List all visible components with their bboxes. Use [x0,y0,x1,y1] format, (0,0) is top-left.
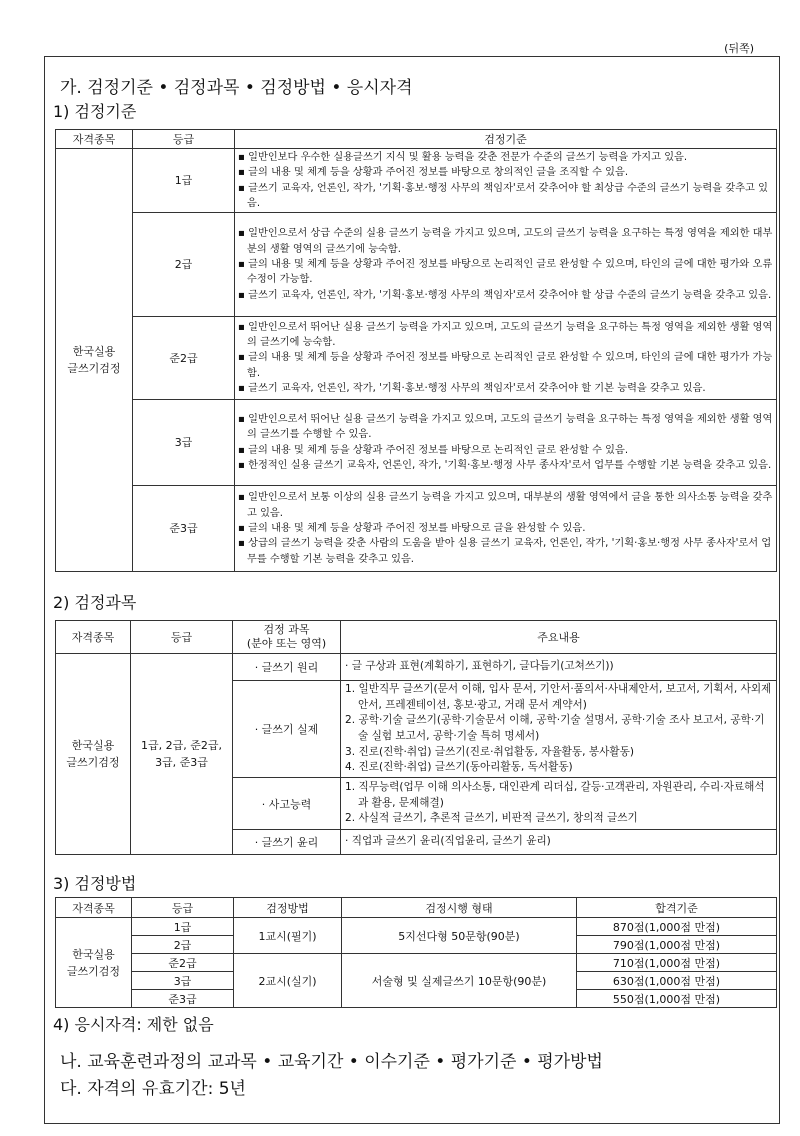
page-side-label: (뒤쪽) [724,42,754,55]
col-header: 검정시행 형태 [342,898,577,918]
item-name: 한국실용 글쓰기검정 [56,918,132,1008]
criteria-line: ▪ 일반인으로서 상급 수준의 실용 글쓰기 능력을 가지고 있으며, 고도의 글쓰기 능력을 요구하는 특정 영역을 제외한 대부분의 생활 영역의 글쓰기에 능숙함. [238,228,773,255]
content-line: 2. 사실적 글쓰기, 추론적 글쓰기, 비판적 글쓰기, 창의적 글쓰기 [345,812,638,825]
pass-score-cell: 550점(1,000점 만점) [577,990,777,1008]
content-line: 1. 일반직무 글쓰기(문서 이해, 입사 문서, 기안서·품의서·사내제안서, 보고서, 기획서, 사외제안서, 프레젠테이션, 홍보·광고, 거래 문서 계약서) [345,683,772,711]
item-name: 한국실용 글쓰기검정 [56,149,133,572]
criteria-line: ▪ 글쓰기 교육자, 언론인, 작가, '기획·홍보·행정 사무의 책임자'로서 갖추어야 할 최상급 수준의 글쓰기 능력을 갖추고 있음. [238,182,768,210]
criteria-cell [235,149,777,213]
grade-cell: 준2급 [132,954,234,972]
criteria-line: ▪ 글쓰기 교육자, 언론인, 작가, '기획·홍보·행정 사무의 책임자'로서 갖추어야 할 상급 수준의 글쓰기 능력을 갖추고 있음. [238,289,772,301]
grade-cell: 준3급 [132,990,234,1008]
criteria-line: ▪ 상급의 글쓰기 능력을 갖춘 사람의 도움을 받아 실용 글쓰기 교육자, 언론인, 작가, '기획·홍보·행정 사무 종사자'로서 업무를 수행할 기본 능력을 갖추고 있음. [238,538,772,565]
criteria-line: ▪ 글의 내용 및 체계 등을 상황과 주어진 정보를 바탕으로 논리적인 글로 완성할 수 있으며, 타인의 글에 대한 평가가 가능함. [238,352,773,379]
content-cell [341,681,777,778]
method-cell: 2교시(실기) [234,954,342,1008]
criteria-line: ▪ 일반인으로서 보통 이상의 실용 글쓰기 능력을 가지고 있으며, 대부분의 생활 영역에서 글을 통한 의사소통 능력을 갖추고 있음. [238,492,773,519]
criteria-line: ▪ 글의 내용 및 체계 등을 상황과 주어진 정보를 바탕으로 글을 완성할 수 있음. [238,522,586,534]
col-header: 자격종목 [56,130,133,149]
exam-form-cell: 5지선다형 50문항(90분) [342,918,577,954]
method-table [55,897,777,1008]
col-header: 검정방법 [234,898,342,918]
col-header: 자격종목 [56,898,132,918]
criteria-table [55,129,777,572]
pass-score-cell: 630점(1,000점 만점) [577,972,777,990]
col-header: 검정 과목 (분야 또는 영역) [233,621,341,654]
grade-cell: 3급 [133,399,235,485]
exam-form-cell: 서술형 및 실제글쓰기 10문항(90분) [342,954,577,1008]
grade-cell: 1급 [133,149,235,213]
content-cell [341,830,777,855]
heading-ga: 가. 검정기준 • 검정과목 • 검정방법 • 응시자격 [60,78,413,98]
section-2-title: 2) 검정과목 [53,593,137,612]
pass-score-cell: 870점(1,000점 만점) [577,918,777,936]
content-cell [341,778,777,830]
content-line: 1. 직무능력(업무 이해 의사소통, 대인관계 리더십, 갈등·고객관리, 자원관리, 수리·자료해석과 활용, 문제해결) [345,781,765,809]
criteria-line: ▪ 글의 내용 및 체계 등을 상황과 주어진 정보를 바탕으로 창의적인 글을 조직할 수 있음. [238,167,629,179]
criteria-cell [235,485,777,571]
subject-cell: · 사고능력 [233,778,341,830]
col-header: 자격종목 [56,621,131,654]
criteria-line: ▪ 일반인으로서 뛰어난 실용 글쓰기 능력을 가지고 있으며, 고도의 글쓰기 능력을 요구하는 특정 영역을 제외한 생활 영역의 글쓰기를 수행할 수 있음. [238,413,773,441]
criteria-cell [235,316,777,399]
content-line: 3. 진로(진학·취업) 글쓰기(진로·취업활동, 자율활동, 봉사활동) [345,745,634,758]
col-header: 등급 [132,898,234,918]
criteria-line: ▪ 글의 내용 및 체계 등을 상황과 주어진 정보를 바탕으로 논리적인 글로 완성할 수 있으며, 타인의 글에 대한 평가와 오류 수정이 가능함. [238,258,773,286]
grade-cell: 준3급 [133,485,235,571]
criteria-line: ▪ 글쓰기 교육자, 언론인, 작가, '기획·홍보·행정 사무의 책임자'로서 갖추어야 할 기본 능력을 갖추고 있음. [238,383,706,395]
grade-list: 1급, 2급, 준2급, 3급, 준3급 [131,654,233,855]
grade-cell: 2급 [132,936,234,954]
content-line: 4. 진로(진학·취업) 글쓰기(동아리활동, 독서활동) [345,761,573,774]
heading-na: 나. 교육훈련과정의 교과목 • 교육기간 • 이수기준 • 평가기준 • 평가방법 [60,1052,603,1072]
section-1-title: 1) 검정기준 [53,102,137,121]
subjects-table [55,620,777,855]
subject-cell: · 글쓰기 윤리 [233,830,341,855]
grade-cell: 1급 [132,918,234,936]
col-header: 검정기준 [235,130,777,149]
criteria-line: ▪ 일반인보다 우수한 실용글쓰기 지식 및 활용 능력을 갖춘 전문가 수준의 글쓰기 능력을 가지고 있음. [238,152,688,163]
content-cell [341,654,777,681]
subject-cell: · 글쓰기 실제 [233,681,341,778]
criteria-line: ▪ 글의 내용 및 체계 등을 상황과 주어진 정보를 바탕으로 논리적인 글로 완성할 수 있음. [238,444,629,456]
grade-cell: 준2급 [133,316,235,399]
method-cell: 1교시(필기) [234,918,342,954]
col-header: 등급 [131,621,233,654]
grade-cell: 2급 [133,212,235,316]
subject-cell: · 글쓰기 원리 [233,654,341,681]
pass-score-cell: 790점(1,000점 만점) [577,936,777,954]
criteria-line: ▪ 한정적인 실용 글쓰기 교육자, 언론인, 작가, '기획·홍보·행정 사무 종사자'로서 업무를 수행할 기본 능력을 갖추고 있음. [238,460,772,472]
content-line: · 글 구상과 표현(계획하기, 표현하기, 글다듬기(고쳐쓰기)) [345,660,614,673]
content-line: · 직업과 글쓰기 윤리(직업윤리, 글쓰기 윤리) [345,835,551,848]
criteria-cell [235,399,777,485]
section-4-qualification: 4) 응시자격: 제한 없음 [53,1015,214,1034]
criteria-line: ▪ 일반인으로서 뛰어난 실용 글쓰기 능력을 가지고 있으며, 고도의 글쓰기 능력을 요구하는 특정 영역을 제외한 생활 영역의 글쓰기에 능숙함. [238,321,773,349]
content-line: 2. 공학·기술 글쓰기(공학·기술문서 이해, 공학·기술 설명서, 공학·기술 조사 보고서, 공학·기술 실험 보고서, 공학·기술 특허 명세서) [345,714,765,742]
section-3-title: 3) 검정방법 [53,874,137,893]
heading-da: 다. 자격의 유효기간: 5년 [60,1079,246,1099]
col-header: 등급 [133,130,235,149]
criteria-cell [235,212,777,316]
col-header: 합격기준 [577,898,777,918]
pass-score-cell: 710점(1,000점 만점) [577,954,777,972]
col-header: 주요내용 [341,621,777,654]
grade-cell: 3급 [132,972,234,990]
item-name: 한국실용 글쓰기검정 [56,654,131,855]
